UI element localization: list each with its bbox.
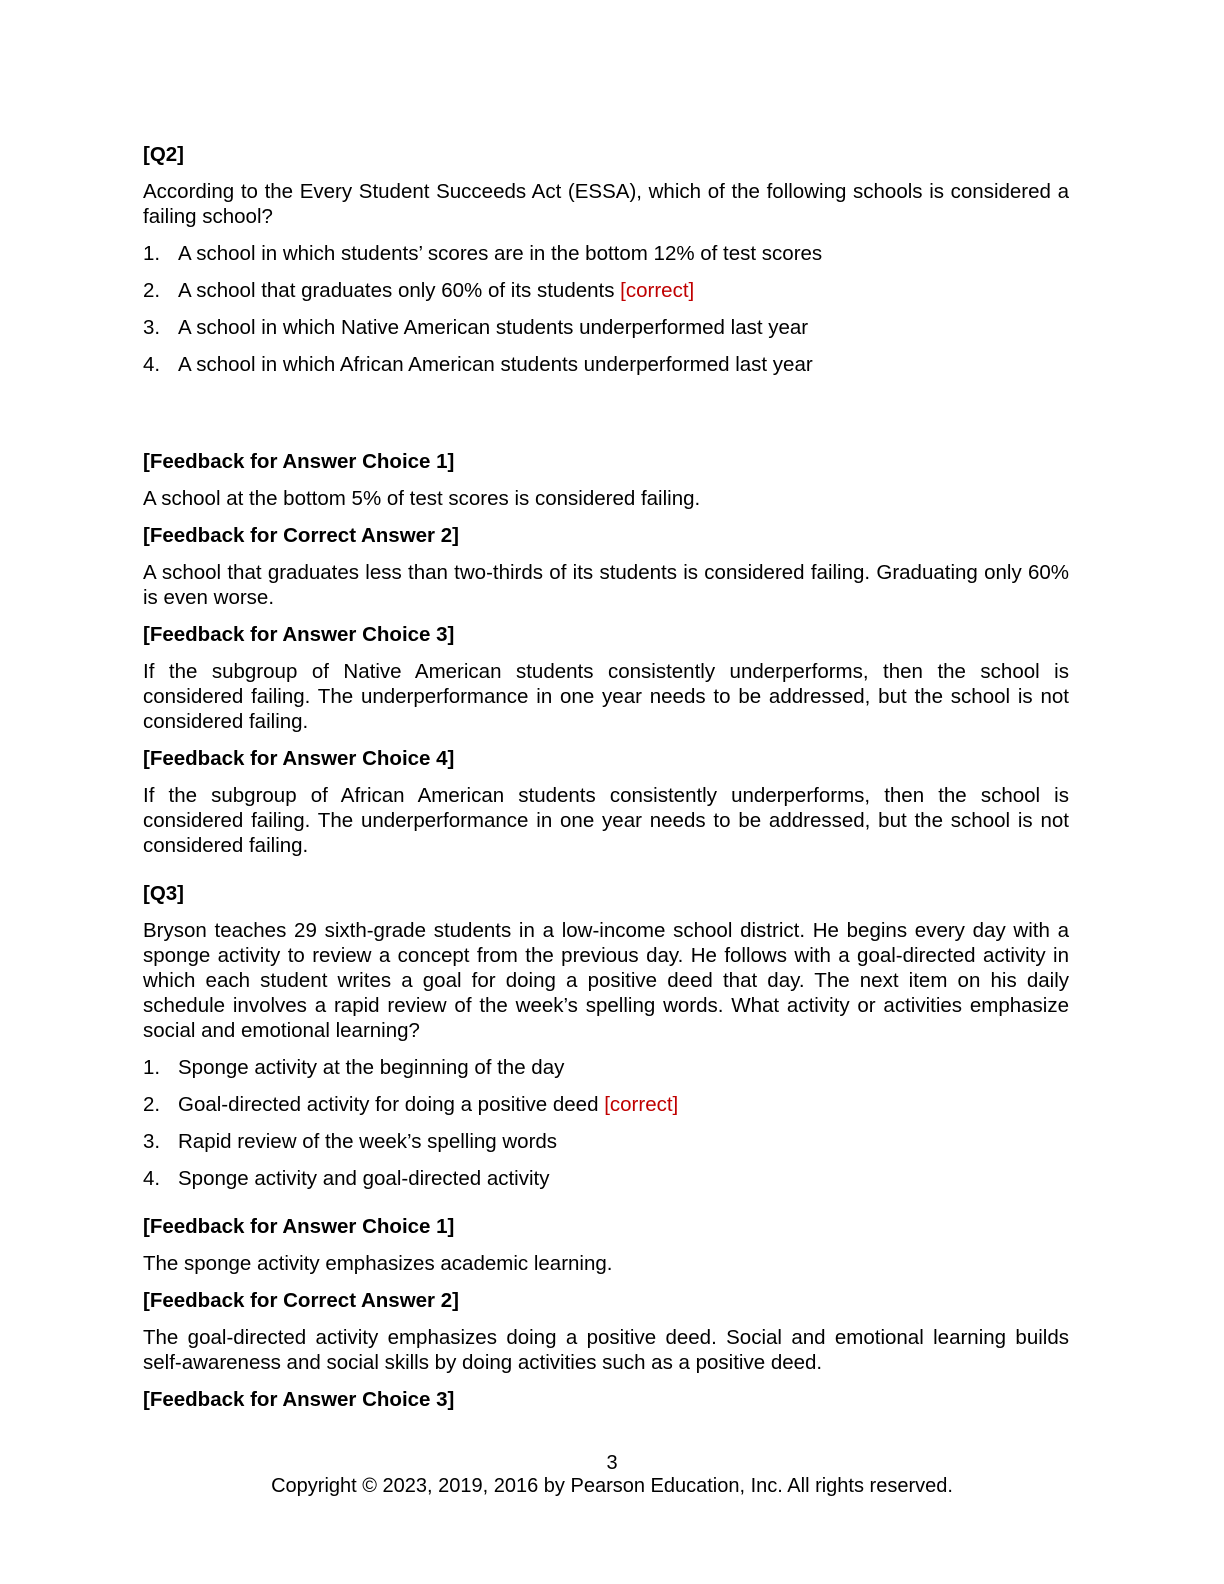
copyright-notice: Copyright © 2023, 2019, 2016 by Pearson Education, Inc. All rights reserved. xyxy=(271,1475,953,1497)
question-stem: According to the Every Student Succeeds Act (ESSA), which of the following schools is considered a failing school? xyxy=(143,180,1069,228)
answer-option xyxy=(143,278,1069,303)
option-text: A school in which students’ scores are in the bottom 12% of test scores xyxy=(178,242,823,265)
answer-option xyxy=(143,315,1069,340)
option-text: Sponge activity at the beginning of the day xyxy=(178,1056,565,1079)
option-text: A school that graduates only 60% of its students [correct] xyxy=(178,279,695,302)
feedback-text: If the subgroup of African American students consistently underperforms, then the school is considered failing. The underperformance in one year needs to be addressed, but the school is not considered failing. xyxy=(143,784,1069,857)
feedback-text: The sponge activity emphasizes academic learning. xyxy=(143,1252,613,1275)
answer-option xyxy=(143,241,1069,266)
feedback-heading: [Feedback for Correct Answer 2] xyxy=(143,1289,459,1312)
option-text: Goal-directed activity for doing a positive deed [correct] xyxy=(178,1093,679,1116)
document-page xyxy=(143,142,1069,1412)
answer-option xyxy=(143,1055,1069,1080)
option-number: 1. xyxy=(143,1056,161,1079)
feedback-heading: [Feedback for Answer Choice 3] xyxy=(143,1388,455,1411)
page-number: 3 xyxy=(606,1452,618,1474)
answer-option xyxy=(143,1129,1069,1154)
correct-tag: [correct] xyxy=(620,279,695,302)
answer-option xyxy=(143,1166,1069,1191)
question-stem: Bryson teaches 29 sixth-grade students in a low-income school district. He begins every day with a sponge activity to review a concept from the previous day. He follows with a goal-directed activity in which each student writes a goal for doing a positive deed that day. The next item on his daily schedule involves a rapid review of the week’s spelling words. What activity or activities emphasize social and emotional learning? xyxy=(143,919,1069,1042)
option-text: A school in which Native American students underperformed last year xyxy=(178,316,809,339)
feedback-heading: [Feedback for Answer Choice 4] xyxy=(143,747,455,770)
feedback-heading: [Feedback for Correct Answer 2] xyxy=(143,524,459,547)
option-text: Rapid review of the week’s spelling words xyxy=(178,1130,558,1153)
question-label: [Q2] xyxy=(143,143,184,166)
feedback-text: If the subgroup of Native American students consistently underperforms, then the school is considered failing. The underperformance in one year needs to be addressed, but the school is not considered failing. xyxy=(143,660,1069,733)
option-number: 4. xyxy=(143,1167,161,1190)
correct-tag: [correct] xyxy=(604,1093,679,1116)
option-number: 3. xyxy=(143,316,161,339)
option-number: 1. xyxy=(143,242,161,265)
option-number: 4. xyxy=(143,353,161,376)
feedback-text: The goal-directed activity emphasizes doing a positive deed. Social and emotional learning builds self-awareness and social skills by doing activities such as a positive deed. xyxy=(143,1326,1069,1374)
question-label: [Q3] xyxy=(143,882,184,905)
feedback-text: A school that graduates less than two-thirds of its students is considered failing. Graduating only 60% is even worse. xyxy=(143,561,1069,609)
option-text: Sponge activity and goal-directed activity xyxy=(178,1167,550,1190)
option-text: A school in which African American students underperformed last year xyxy=(178,353,813,376)
option-number: 2. xyxy=(143,279,161,302)
option-number: 3. xyxy=(143,1130,161,1153)
feedback-text: A school at the bottom 5% of test scores is considered failing. xyxy=(143,487,701,510)
answer-option xyxy=(143,1092,1069,1117)
feedback-heading: [Feedback for Answer Choice 1] xyxy=(143,1215,455,1238)
feedback-heading: [Feedback for Answer Choice 1] xyxy=(143,450,455,473)
option-number: 2. xyxy=(143,1093,161,1116)
feedback-heading: [Feedback for Answer Choice 3] xyxy=(143,623,455,646)
answer-option xyxy=(143,352,1069,377)
